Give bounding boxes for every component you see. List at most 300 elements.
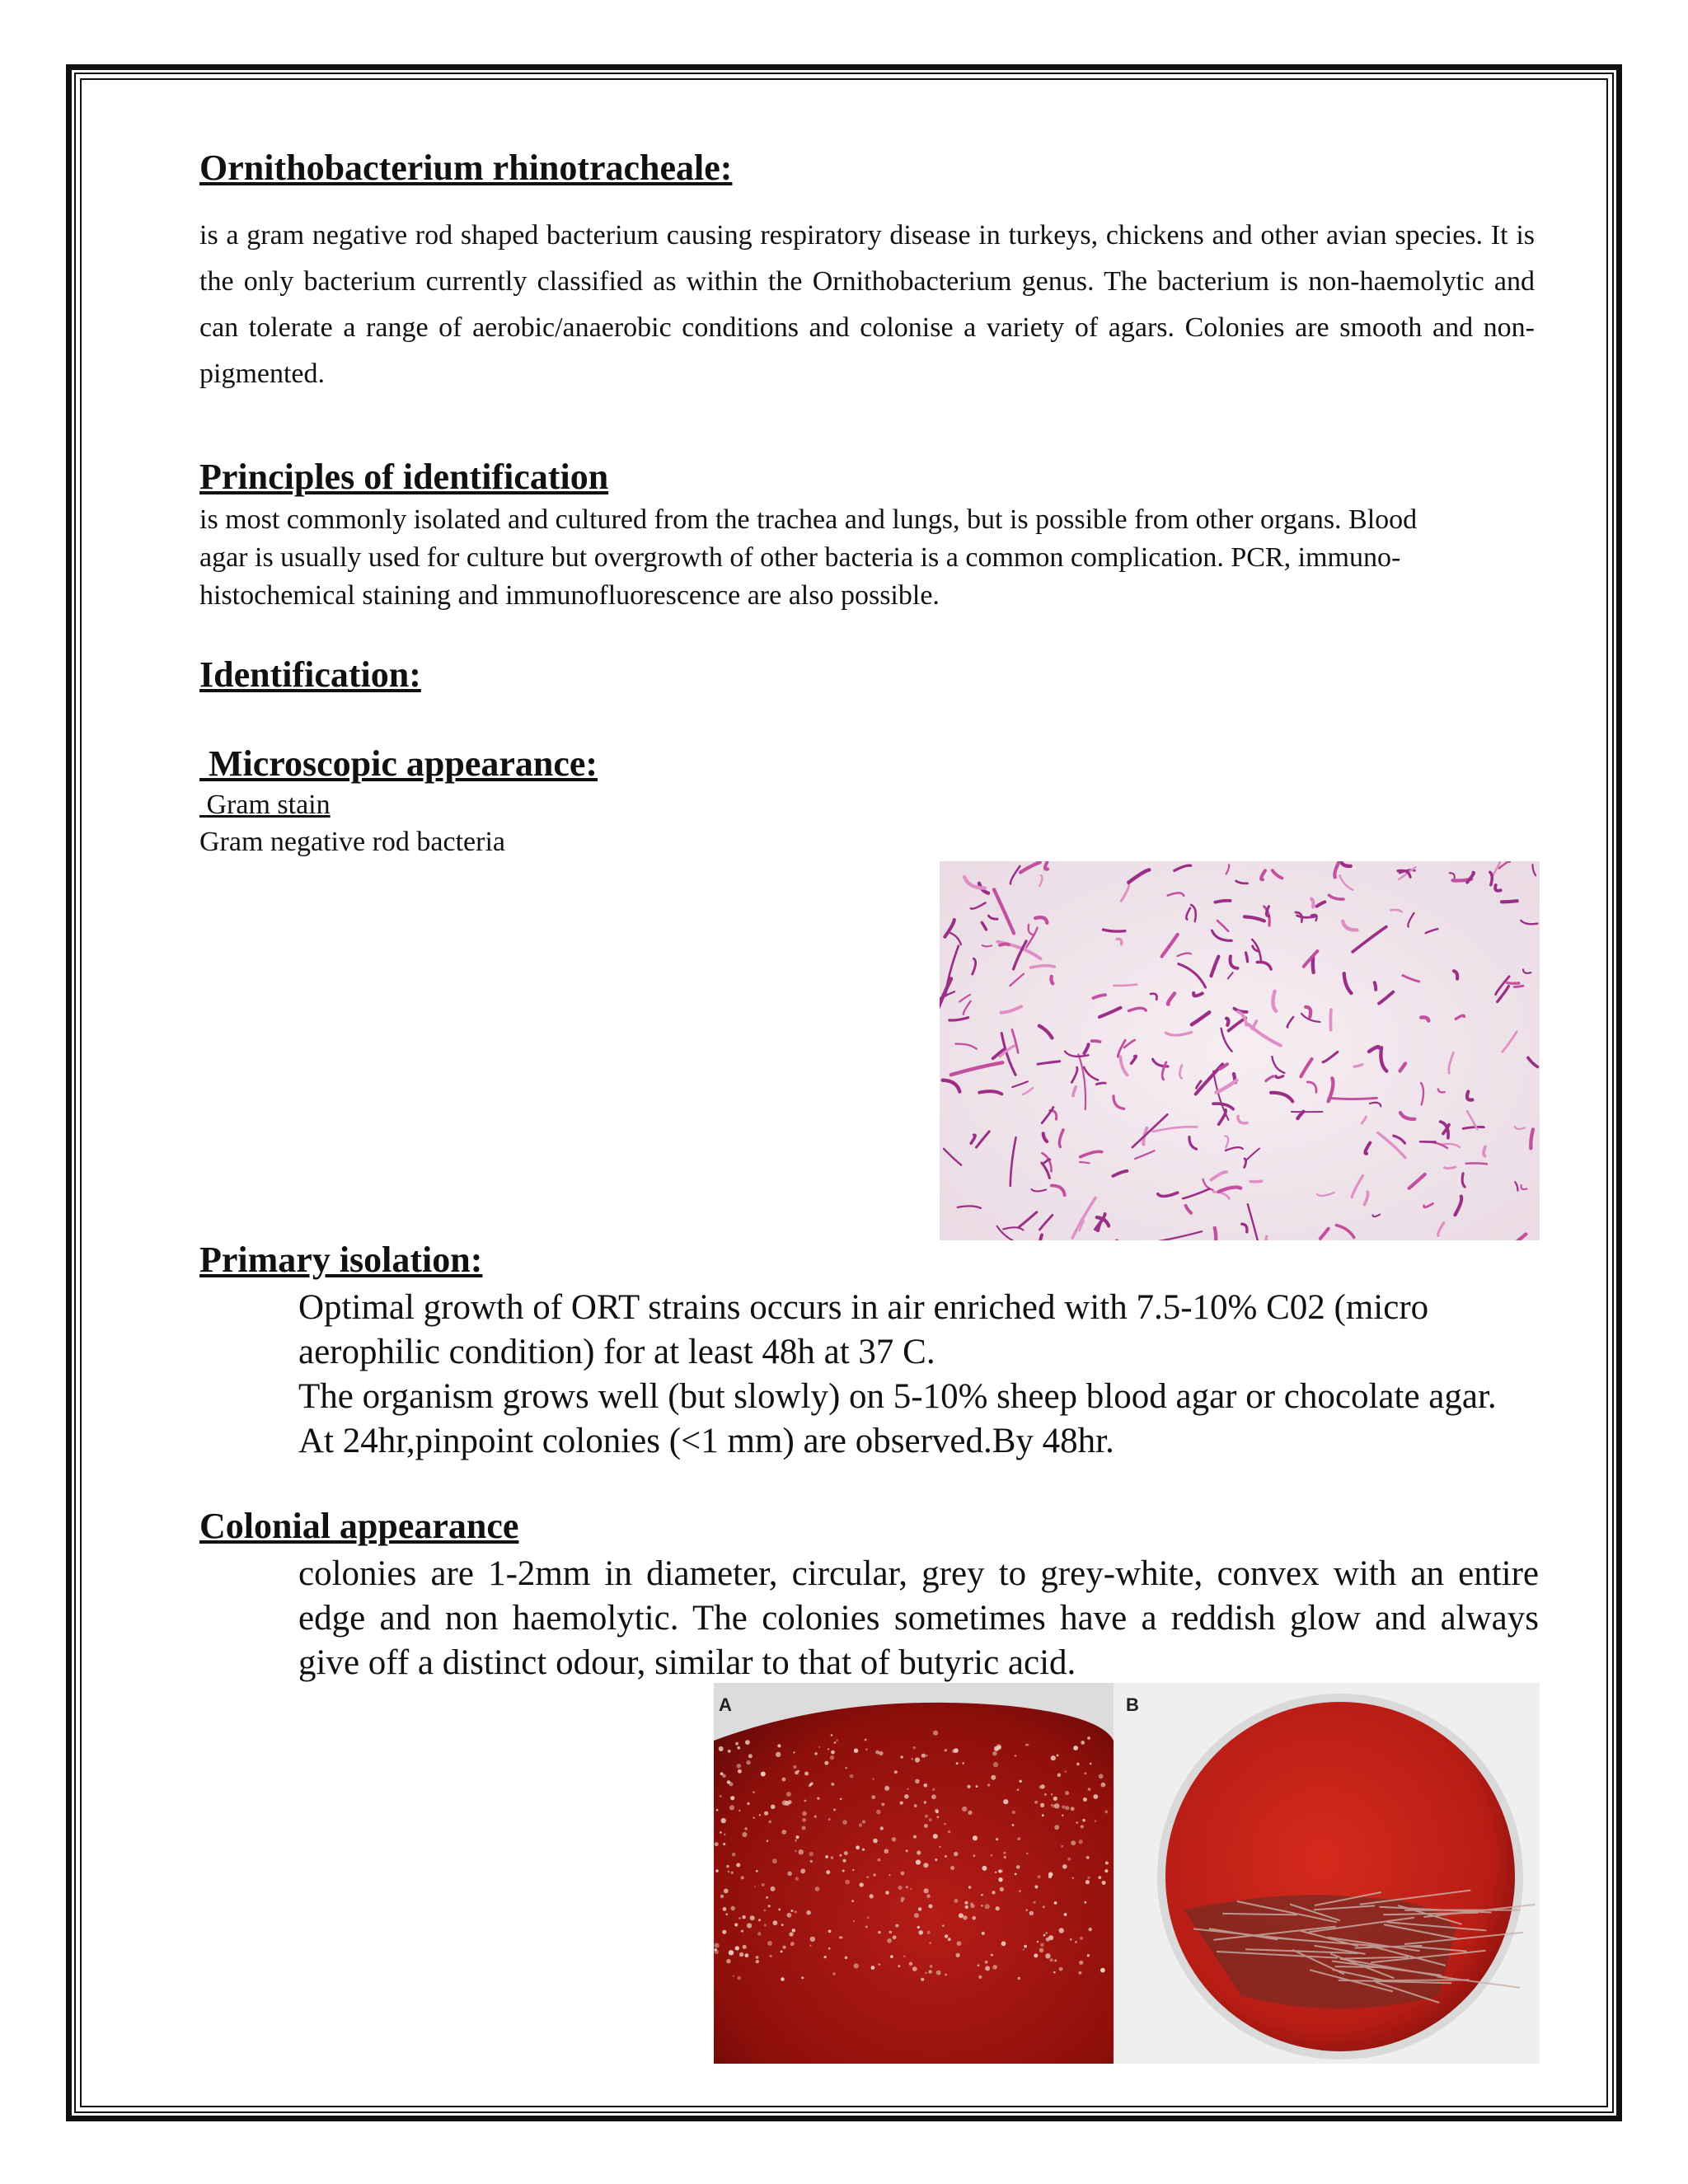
colony-dot	[1102, 1881, 1106, 1885]
colony-dot	[1067, 1858, 1071, 1861]
colony-dot	[720, 1795, 722, 1797]
bacterial-rod	[1051, 977, 1053, 983]
colonial-paragraph: colonies are 1-2mm in diameter, circular, grey to grey-white, convex with an entire edge and non haemolytic. The colonies sometimes have a reddish glow and always give off a distinct odour, similar to that of butyric acid.	[298, 1554, 1539, 1682]
colony-dot	[1079, 1840, 1083, 1844]
colony-dot	[1065, 1806, 1069, 1810]
colony-dot	[795, 1850, 797, 1853]
colony-dot	[771, 1805, 776, 1810]
colony-dot	[901, 1900, 903, 1902]
colony-dot	[945, 1855, 947, 1858]
colony-dot	[1045, 1953, 1050, 1958]
colony-dot	[802, 1818, 806, 1822]
colony-dot	[793, 1751, 795, 1753]
colony-dot	[853, 1920, 855, 1922]
colony-dot	[912, 1758, 913, 1760]
colony-dot	[981, 1894, 983, 1896]
micrograph-svg	[940, 861, 1540, 1240]
colony-dot	[1073, 1746, 1078, 1750]
colony-dot	[1026, 1853, 1028, 1854]
colony-dot	[724, 1834, 725, 1835]
colony-dot	[810, 1937, 815, 1942]
colony-dot	[722, 1930, 726, 1934]
principles-heading: Principles of identification	[199, 457, 609, 497]
colony-dot	[773, 1920, 778, 1925]
colony-dot	[970, 1902, 973, 1905]
colony-dot	[804, 1800, 807, 1802]
colony-dot	[1062, 1864, 1067, 1869]
colony-dot	[862, 1849, 865, 1851]
colony-dot	[935, 1858, 937, 1861]
colony-dot	[1087, 1736, 1090, 1740]
colony-dot	[929, 1818, 932, 1821]
bacterial-rod	[1507, 983, 1519, 984]
colony-dot	[932, 1788, 935, 1791]
colony-dot	[817, 1797, 819, 1800]
colony-dot	[731, 1906, 735, 1910]
colony-dot	[826, 1870, 830, 1874]
colony-dot	[787, 1872, 792, 1877]
colony-dot	[831, 1734, 833, 1736]
colony-dot	[720, 1831, 722, 1834]
colony-dot	[738, 1810, 740, 1811]
colony-dot	[756, 1956, 759, 1959]
colony-dot	[1057, 1755, 1059, 1757]
colony-dot	[776, 1752, 781, 1757]
colony-dot	[901, 1872, 905, 1876]
bacterial-rod	[1246, 953, 1248, 962]
colony-dot	[865, 1739, 867, 1741]
colony-dot	[842, 1870, 845, 1872]
colony-dot	[828, 1947, 831, 1950]
colony-dot	[997, 1746, 1001, 1750]
colony-dot	[721, 1818, 726, 1823]
bacterial-rod	[1311, 899, 1313, 907]
colony-dot	[753, 1792, 754, 1793]
colony-dot	[1028, 1744, 1029, 1746]
bacterial-rod	[1092, 1041, 1100, 1042]
colony-dot	[1029, 1911, 1034, 1915]
colony-dot	[890, 1955, 893, 1958]
colony-dot	[996, 1906, 1000, 1910]
colony-dot	[985, 1966, 990, 1971]
colony-dot	[831, 1783, 834, 1786]
colony-dot	[903, 1955, 906, 1957]
colony-dot	[732, 1853, 736, 1857]
colony-dot	[917, 1926, 920, 1929]
colony-dot	[906, 1886, 908, 1888]
colony-dot	[1023, 1948, 1025, 1950]
colony-dot	[734, 1924, 738, 1927]
colony-dot	[900, 1755, 903, 1758]
colony-dot	[818, 1746, 820, 1748]
colony-dot	[764, 1910, 767, 1912]
colony-dot	[730, 1796, 734, 1800]
colony-dot	[839, 1854, 842, 1857]
colony-dot	[791, 1910, 794, 1912]
colony-dot	[738, 1917, 740, 1919]
colony-dot	[878, 1858, 881, 1862]
colony-dot	[720, 1895, 724, 1898]
colony-dot	[900, 1802, 903, 1805]
colony-dot	[930, 1965, 933, 1968]
colony-dot	[759, 1814, 761, 1816]
colony-dot	[881, 1802, 884, 1806]
colony-dot	[1087, 1954, 1090, 1957]
bacterial-rod	[1045, 862, 1048, 869]
plate-a-label: A	[719, 1694, 732, 1715]
colony-dot	[719, 1746, 724, 1751]
colony-dot	[741, 1876, 744, 1879]
bacterial-rod	[1502, 901, 1517, 902]
colony-dot	[787, 1913, 792, 1918]
colony-dot	[933, 1834, 938, 1839]
colony-dot	[795, 1840, 797, 1842]
colony-dot	[916, 1860, 921, 1865]
colony-dot	[722, 1774, 725, 1778]
colony-dot	[1042, 1814, 1044, 1816]
colony-dot	[799, 1849, 804, 1854]
colony-dot	[1065, 1791, 1069, 1795]
colony-dot	[1061, 1845, 1063, 1848]
colony-dot	[954, 1899, 958, 1903]
colony-dot	[851, 1900, 854, 1902]
colony-dot	[1034, 1801, 1038, 1804]
colony-dot	[828, 1818, 831, 1821]
blood-agar-plates-photo	[714, 1683, 1540, 2064]
colony-dot	[978, 1975, 982, 1979]
colony-dot	[894, 1770, 898, 1774]
colony-dot	[723, 1843, 725, 1845]
colony-dot	[1104, 1869, 1108, 1872]
colony-dot	[728, 1750, 731, 1753]
colony-dot	[918, 1907, 921, 1910]
colony-dot	[1045, 1932, 1048, 1934]
bacterial-rod	[1276, 1076, 1283, 1078]
colony-dot	[792, 1929, 796, 1933]
colony-dot	[761, 1772, 766, 1777]
colony-dot	[744, 1827, 748, 1830]
organism-title: Ornithobacterium rhinotracheale:	[199, 148, 733, 188]
colony-dot	[786, 1792, 791, 1797]
colony-dot	[815, 1886, 820, 1891]
colony-dot	[770, 1955, 772, 1957]
colony-dot	[907, 1788, 909, 1790]
colony-dot	[841, 1937, 842, 1938]
colony-dot	[929, 1942, 931, 1944]
colony-dot	[962, 1807, 967, 1811]
colony-dot	[1039, 1948, 1043, 1952]
colony-dot	[892, 1837, 896, 1841]
colony-dot	[942, 1924, 945, 1927]
bacterial-rod	[1000, 944, 1009, 945]
colony-dot	[873, 1873, 875, 1876]
colony-dot	[1065, 1771, 1067, 1773]
colony-dot	[1088, 1788, 1091, 1791]
colony-dot	[1034, 1953, 1038, 1957]
colony-dot	[844, 1851, 848, 1855]
colony-dot	[781, 1977, 785, 1981]
bacterial-rod	[1226, 1019, 1228, 1025]
colony-dot	[967, 1785, 970, 1788]
colony-dot	[728, 1871, 730, 1873]
colony-dot	[914, 1804, 917, 1807]
colony-dot	[972, 1916, 976, 1920]
colony-dot	[898, 1965, 900, 1967]
colony-dot	[1095, 1820, 1097, 1822]
colony-dot	[1070, 1938, 1071, 1940]
colony-dot	[1059, 1928, 1064, 1933]
colony-dot	[758, 1919, 761, 1921]
colony-dot	[1000, 1887, 1004, 1891]
colony-dot	[904, 1794, 909, 1799]
colony-dot	[889, 1931, 893, 1934]
colony-dot	[867, 1917, 870, 1919]
colony-dot	[1015, 1755, 1017, 1757]
bacterial-rod	[1375, 982, 1376, 990]
colony-dot	[895, 1924, 898, 1928]
colony-dot	[945, 1934, 948, 1938]
colony-dot	[924, 1783, 928, 1788]
bacterial-rod	[1484, 1147, 1485, 1156]
colony-dot	[788, 1800, 792, 1804]
colony-dot	[884, 1849, 889, 1854]
bacterial-rod	[1031, 966, 1055, 968]
colony-dot	[866, 1877, 869, 1879]
colony-dot	[910, 1888, 912, 1890]
colony-dot	[948, 1938, 951, 1941]
colony-dot	[824, 1956, 827, 1958]
colony-dot	[767, 1840, 769, 1843]
colony-dot	[993, 1762, 998, 1767]
colony-dot	[913, 1835, 917, 1839]
colony-dot	[1083, 1797, 1087, 1802]
colony-dot	[1071, 1807, 1075, 1811]
colony-dot	[992, 1965, 997, 1970]
colony-dot	[921, 1978, 924, 1981]
colony-dot	[1064, 1913, 1067, 1916]
colony-dot	[715, 1869, 719, 1872]
colony-dot	[793, 1765, 797, 1769]
colony-dot	[1012, 1824, 1015, 1826]
colony-dot	[1024, 1945, 1027, 1948]
colony-dot	[737, 1764, 742, 1769]
colony-dot	[768, 1905, 771, 1907]
colony-dot	[952, 1750, 956, 1754]
colony-dot	[1059, 1967, 1063, 1971]
colony-dot	[852, 1869, 854, 1871]
colony-dot	[1054, 1959, 1057, 1961]
colony-dot	[1053, 1971, 1056, 1974]
colony-dot	[915, 1757, 920, 1762]
colony-dot	[1040, 1803, 1044, 1807]
plate-b-label: B	[1126, 1694, 1139, 1715]
colony-dot	[756, 1870, 758, 1872]
colony-dot	[1072, 1877, 1074, 1879]
colony-dot	[832, 1972, 836, 1975]
colony-dot	[1080, 1937, 1083, 1940]
colony-dot	[931, 1794, 936, 1799]
streak-line	[1335, 1966, 1388, 1967]
colony-dot	[995, 1872, 996, 1873]
colony-dot	[985, 1961, 988, 1964]
colony-dot	[996, 1838, 998, 1840]
colony-dot	[781, 1778, 785, 1782]
colony-dot	[833, 1809, 836, 1811]
colony-dot	[814, 1752, 818, 1755]
colony-dot	[742, 1832, 747, 1837]
colony-dot	[802, 1826, 806, 1830]
colony-dot	[872, 1778, 874, 1780]
colony-dot	[746, 1760, 750, 1765]
colony-dot	[753, 1817, 755, 1819]
colony-dot	[1043, 1934, 1046, 1937]
colony-dot	[764, 1924, 767, 1927]
principles-paragraph: is most commonly isolated and cultured from the trachea and lungs, but is possible from other organs. Blood agar is usually used for culture but overgrowth of other bacteria is a common complication. PCR, immuno-histochemical staining and immunofluorescence are also possible.	[199, 504, 1418, 611]
colony-dot	[933, 1731, 938, 1736]
colony-dot	[764, 1811, 768, 1816]
colony-dot	[963, 1762, 964, 1764]
colony-dot	[767, 1941, 772, 1946]
colony-dot	[870, 1894, 874, 1898]
colony-dot	[893, 1935, 897, 1939]
colony-dot	[741, 1930, 743, 1933]
colony-dot	[845, 1767, 847, 1769]
colony-dot	[1044, 1793, 1047, 1796]
colony-dot	[809, 1783, 812, 1786]
microscopic-heading: Microscopic appearance:	[199, 743, 598, 784]
colony-dot	[965, 1901, 968, 1905]
bacterial-rod	[1313, 958, 1314, 972]
colony-dot	[831, 1856, 833, 1858]
colony-dot	[1104, 1810, 1108, 1813]
identification-heading: Identification:	[199, 654, 421, 695]
colony-dot	[865, 1926, 868, 1929]
colony-dot	[885, 1891, 889, 1895]
colony-dot	[1099, 1774, 1104, 1779]
colony-dot	[845, 1880, 850, 1885]
colony-dot	[973, 1854, 976, 1857]
colony-dot	[876, 1810, 881, 1815]
colony-dot	[924, 1801, 926, 1803]
colony-dot	[968, 1811, 972, 1815]
colony-dot	[739, 1952, 743, 1957]
colony-dot	[1012, 1811, 1015, 1814]
colony-dot	[956, 1762, 959, 1765]
colony-dot	[781, 1830, 786, 1835]
colony-dot	[1084, 1901, 1086, 1904]
colony-dot	[1019, 1780, 1021, 1783]
colony-dot	[1018, 1977, 1020, 1980]
colony-dot	[1089, 1928, 1092, 1931]
bacterial-rod	[1215, 901, 1230, 902]
colony-dot	[735, 1742, 738, 1746]
colony-dot	[750, 1915, 755, 1920]
colony-dot	[929, 1905, 933, 1909]
colony-dot	[781, 1924, 784, 1926]
colony-dot	[747, 1923, 752, 1928]
colony-dot	[1025, 1909, 1028, 1911]
colony-dot	[965, 1905, 968, 1909]
colony-dot	[1039, 1785, 1042, 1788]
colony-dot	[756, 1960, 759, 1963]
colony-dot	[781, 1951, 783, 1953]
colony-dot	[757, 1932, 761, 1935]
colony-dot	[978, 1965, 980, 1967]
colony-dot	[865, 1748, 868, 1750]
colony-dot	[992, 1751, 997, 1756]
colony-dot	[777, 1744, 781, 1747]
colony-dot	[806, 1910, 811, 1915]
colony-dot	[879, 1963, 881, 1966]
colony-dot	[1043, 1905, 1045, 1908]
colony-dot	[987, 1783, 990, 1786]
colony-dot	[723, 1907, 727, 1911]
colony-dot	[1048, 1935, 1053, 1940]
colony-dot	[802, 1811, 807, 1816]
colony-dot	[909, 1961, 913, 1966]
colony-dot	[936, 1971, 941, 1975]
colony-dot	[926, 1755, 928, 1757]
colony-dot	[927, 1931, 931, 1934]
colony-dot	[944, 1823, 946, 1825]
gram-stain-micrograph	[940, 861, 1540, 1240]
colony-dot	[1100, 1968, 1105, 1973]
colony-dot	[928, 1970, 931, 1973]
colony-dot	[729, 1950, 734, 1955]
colony-dot	[1098, 1876, 1101, 1879]
bacterial-rod	[1466, 1163, 1487, 1164]
colony-dot	[809, 1945, 811, 1947]
colony-dot	[1037, 1941, 1039, 1943]
colony-dot	[842, 1820, 847, 1825]
colony-dot	[879, 1751, 883, 1755]
colony-dot	[738, 1746, 741, 1750]
gram-stain-label: Gram stain	[199, 790, 331, 820]
colony-dot	[906, 1849, 908, 1852]
colony-dot	[1076, 1763, 1080, 1766]
colony-dot	[1105, 1862, 1109, 1865]
colony-dot	[1003, 1799, 1008, 1804]
colony-dot	[830, 1755, 834, 1760]
colony-dot	[998, 1869, 1001, 1872]
colony-dot	[834, 1741, 837, 1744]
colony-dot	[747, 1802, 749, 1805]
colony-dot	[913, 1746, 917, 1750]
colony-dot	[1093, 1794, 1098, 1799]
colony-dot	[925, 1815, 928, 1818]
colony-dot	[790, 1942, 795, 1946]
colony-dot	[795, 1910, 797, 1913]
colony-dot	[1057, 1774, 1062, 1778]
colony-dot	[795, 1835, 799, 1839]
colony-dot	[945, 1974, 947, 1976]
colony-dot	[762, 1883, 765, 1886]
colony-dot	[884, 1786, 889, 1791]
colony-dot	[1003, 1852, 1006, 1854]
colony-dot	[921, 1754, 926, 1758]
colony-dot	[726, 1865, 729, 1868]
colony-dot	[754, 1886, 756, 1887]
intro-paragraph: is a gram negative rod shaped bacterium causing respiratory disease in turkeys, chickens and other avian species. It is the only bacterium currently classified as within the Ornithobacterium genus. The bacterium is non-haemolytic and can tolerate a range of aerobic/anaerobic conditions and colonise a variety of agars. Colonies are smooth and non-pigmented.	[199, 220, 1535, 389]
colony-dot	[795, 1771, 799, 1775]
colony-dot	[955, 1953, 959, 1957]
primary-isolation-paragraph-2: The organism grows well (but slowly) on 5-10% sheep blood agar or chocolate agar. At 24hr,pinpoint colonies (<1 mm) are observed.By 48hr.	[298, 1377, 1497, 1460]
colony-dot	[998, 1877, 1002, 1882]
bacterial-rod	[1445, 1167, 1456, 1168]
colony-dot	[862, 1820, 865, 1823]
colony-dot	[801, 1976, 804, 1979]
colony-dot	[871, 1795, 875, 1799]
